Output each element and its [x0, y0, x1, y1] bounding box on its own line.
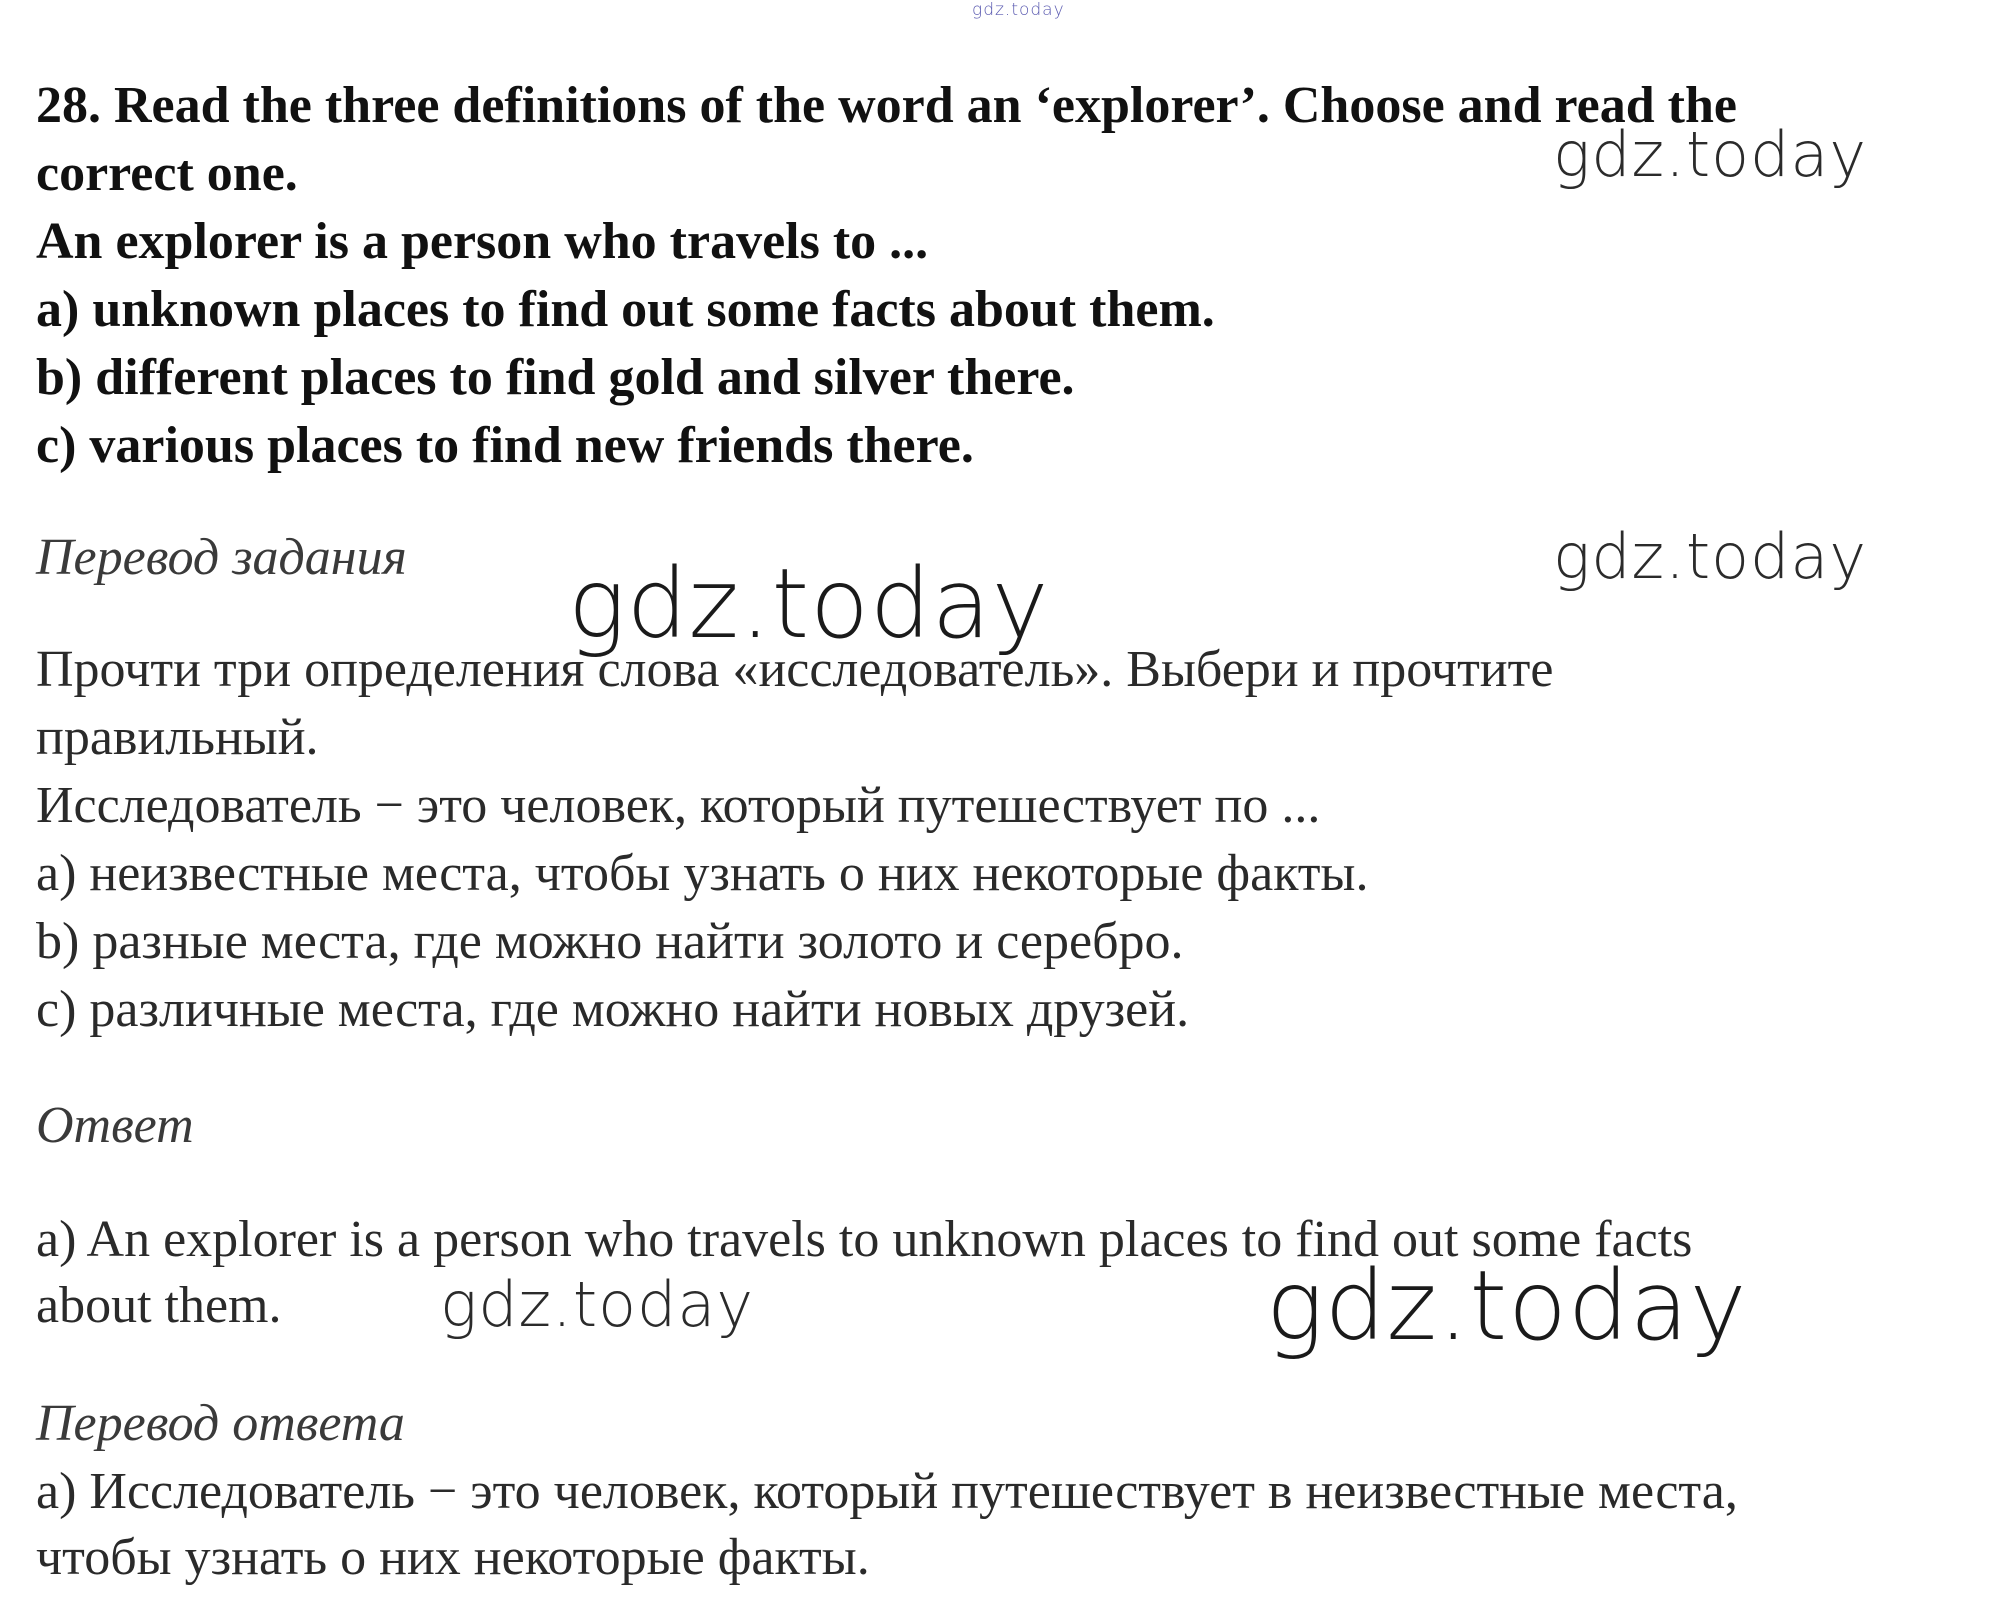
- watermark-top: gdz.today: [972, 0, 1065, 20]
- answer-heading: Ответ: [36, 1097, 194, 1154]
- translation-answer-line2: чтобы узнать о них некоторые факты.: [36, 1529, 870, 1586]
- watermark-3: gdz.today: [568, 548, 1050, 660]
- watermark-5: gdz.today: [1266, 1250, 1748, 1362]
- translation-answer-heading: Перевод ответа: [36, 1395, 405, 1452]
- task-title-line2: correct one.: [36, 145, 298, 202]
- task-option-c: c) various places to find new friends there.: [36, 417, 974, 474]
- translation-task-option-a: а) неизвестные места, чтобы узнать о них некоторые факты.: [36, 845, 1369, 902]
- translation-task-option-b: b) разные места, где можно найти золото и серебро.: [36, 913, 1184, 970]
- translation-answer-line1: а) Исследователь − это человек, который путешествует в неизвестные места,: [36, 1463, 1738, 1520]
- watermark-1: gdz.today: [1553, 118, 1868, 191]
- watermark-4: gdz.today: [440, 1268, 755, 1341]
- translation-task-line1: Прочти три определения слова «исследователь». Выбери и прочтите: [36, 641, 1554, 698]
- translation-task-heading: Перевод задания: [36, 529, 407, 586]
- translation-task-option-c: с) различные места, где можно найти новых друзей.: [36, 981, 1190, 1038]
- answer-line2: about them.: [36, 1277, 282, 1334]
- task-title-line1: 28. Read the three definitions of the word an ‘explorer’. Choose and read the: [36, 77, 1737, 134]
- translation-task-line2: правильный.: [36, 709, 319, 766]
- translation-task-stem: Исследователь − это человек, который путешествует по ...: [36, 777, 1321, 834]
- task-stem: An explorer is a person who travels to ...: [36, 213, 929, 270]
- task-option-a: a) unknown places to find out some facts about them.: [36, 281, 1215, 338]
- answer-line1: a) An explorer is a person who travels to unknown places to find out some facts: [36, 1211, 1693, 1268]
- watermark-2: gdz.today: [1553, 520, 1868, 593]
- task-option-b: b) different places to find gold and silver there.: [36, 349, 1075, 406]
